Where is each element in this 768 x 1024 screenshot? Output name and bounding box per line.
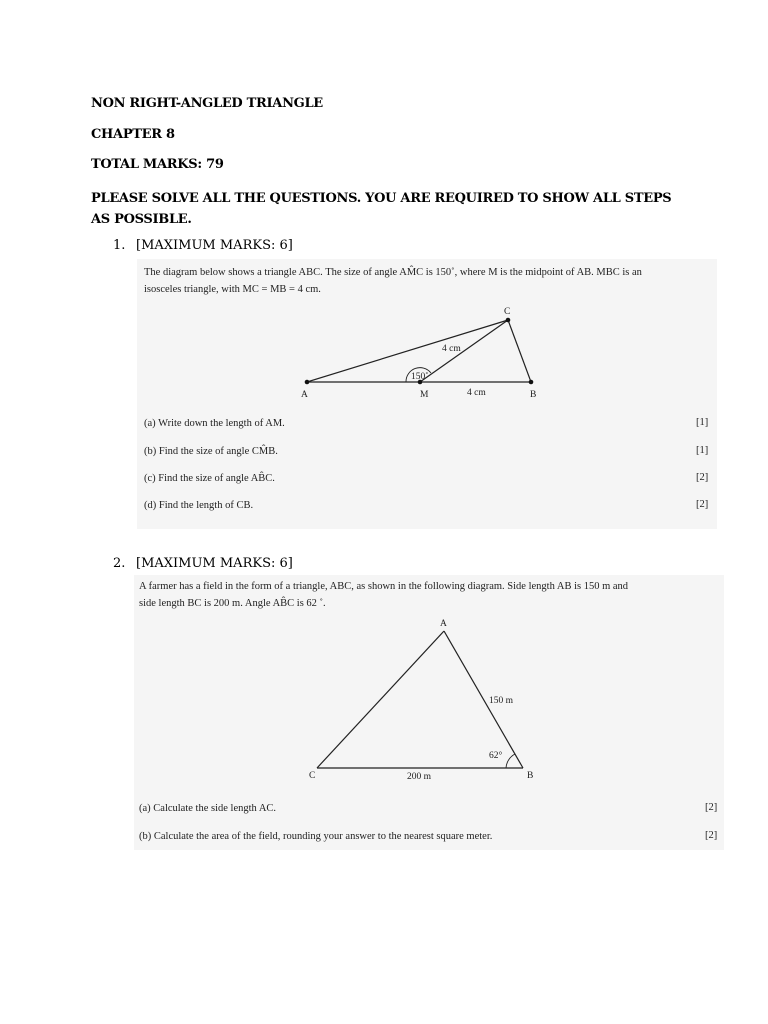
instructions: PLEASE SOLVE ALL THE QUESTIONS. YOU ARE REQUIRED TO SHOW ALL STEPS AS POSSIBLE.: [91, 191, 672, 227]
q1-part-c: (c) Find the size of angle AB̂C.: [144, 473, 275, 484]
q1-label-angle: 150˚: [411, 372, 429, 382]
q2-angle-arc: [506, 754, 515, 768]
q1-point-a: [305, 380, 310, 385]
total-marks-label: TOTAL MARKS: 79: [91, 157, 224, 172]
q2-label-a: A: [440, 619, 447, 629]
q1-label-b: B: [530, 390, 537, 400]
q1-point-c: [506, 318, 511, 323]
q2-part-b: (b) Calculate the area of the field, rounding your answer to the nearest square meter.: [139, 831, 493, 842]
q2-label-b: B: [527, 771, 534, 781]
q1-part-a-mark: [1]: [696, 417, 709, 428]
page-title: NON RIGHT-ANGLED TRIANGLE: [91, 96, 323, 111]
q2-part-a-mark: [2]: [705, 802, 718, 813]
q1-max-marks: [MAXIMUM MARKS: 6]: [136, 238, 293, 253]
q2-part-b-mark: [2]: [705, 830, 718, 841]
q1-part-d-mark: [2]: [696, 499, 709, 510]
chapter-label: CHAPTER 8: [91, 127, 175, 142]
q2-triangle-diagram: [134, 615, 724, 785]
q1-triangle-diagram: [137, 305, 717, 405]
q1-label-mc: 4 cm: [442, 344, 461, 354]
q1-part-d: (d) Find the length of CB.: [144, 500, 254, 511]
q2-max-marks: [MAXIMUM MARKS: 6]: [136, 556, 293, 571]
q1-number: 1.: [113, 238, 126, 253]
q2-label-bc: 200 m: [407, 772, 432, 782]
q2-side-ca: [317, 631, 444, 768]
q1-label-a: A: [301, 390, 308, 400]
q1-side-ac: [307, 320, 508, 382]
q1-part-a: (a) Write down the length of AM.: [144, 418, 285, 429]
q1-label-c: C: [504, 307, 511, 317]
q2-intro-line2: side length BC is 200 m. Angle AB̂C is 62 ˚.: [139, 598, 326, 609]
q1-intro-line2: isosceles triangle, with MC = MB = 4 cm.: [144, 284, 321, 295]
q1-side-cb: [508, 320, 531, 382]
q2-number: 2.: [113, 556, 126, 571]
q1-part-b: (b) Find the size of angle CM̂B.: [144, 446, 278, 457]
q1-point-b: [529, 380, 534, 385]
q1-part-c-mark: [2]: [696, 472, 709, 483]
q1-label-mb: 4 cm: [467, 388, 486, 398]
q2-label-angle: 62°: [489, 751, 503, 761]
q1-side-mc: [420, 320, 508, 382]
q1-label-m: M: [420, 390, 429, 400]
q2-label-c: C: [309, 771, 316, 781]
q2-question-panel: [134, 575, 724, 850]
q1-part-b-mark: [1]: [696, 445, 709, 456]
q1-question-panel: [137, 259, 717, 529]
q2-label-ab: 150 m: [489, 696, 514, 706]
q2-part-a: (a) Calculate the side length AC.: [139, 803, 277, 814]
q1-intro-line1: The diagram below shows a triangle ABC. The size of angle AM̂C is 150˚, where M is the midpoint of AB. MBC is an: [144, 267, 642, 278]
q2-intro-line1: A farmer has a field in the form of a triangle, ABC, as shown in the following diagram. Side length AB is 150 m and: [139, 581, 629, 592]
